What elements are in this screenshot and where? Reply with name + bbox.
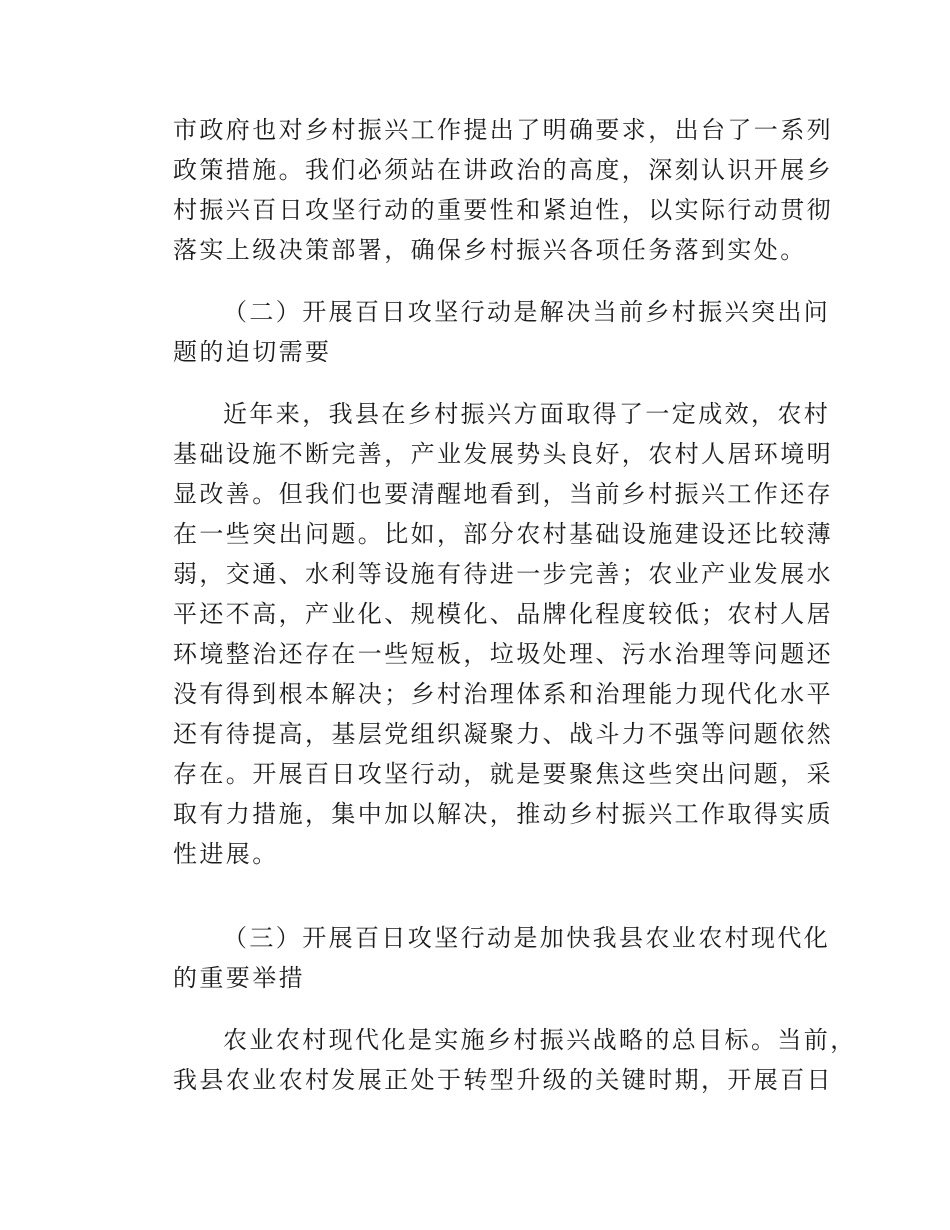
- paragraph-intro: [173, 110, 833, 270]
- text-line: 弱，交通、水利等设施有待进一步完善；农业产业发展水: [173, 560, 833, 588]
- text-line: 村振兴百日攻坚行动的重要性和紧迫性，以实际行动贯彻: [173, 196, 833, 224]
- text-line: 显改善。但我们也要清醒地看到，当前乡村振兴工作还存: [173, 480, 833, 508]
- text-line: 还有待提高，基层党组织凝聚力、战斗力不强等问题依然: [173, 720, 833, 748]
- text-line: 存在。开展百日攻坚行动，就是要聚焦这些突出问题，采: [173, 760, 833, 788]
- text-line: 环境整治还存在一些短板，垃圾处理、污水治理等问题还: [173, 640, 833, 668]
- heading-line: 题的迫切需要: [173, 338, 332, 366]
- text-line: 近年来，我县在乡村振兴方面取得了一定成效，农村: [223, 400, 831, 428]
- text-line: 市政府也对乡村振兴工作提出了明确要求，出台了一系列: [173, 116, 833, 144]
- text-line: 我县农业农村发展正处于转型升级的关键时期，开展百日: [173, 1066, 833, 1094]
- heading-line: 的重要举措: [173, 964, 305, 992]
- heading-line: （二）开展百日攻坚行动是解决当前乡村振兴突出问: [223, 298, 831, 326]
- text-line: 没有得到根本解决；乡村治理体系和治理能力现代化水平: [173, 680, 833, 708]
- text-line: 平还不高，产业化、规模化、品牌化程度较低；农村人居: [173, 600, 833, 628]
- section-heading-2: [173, 292, 831, 372]
- paragraph-problems: [173, 394, 833, 874]
- text-line: 农业农村现代化是实施乡村振兴战略的总目标。当前，: [223, 1026, 857, 1054]
- section-heading-3: [173, 918, 831, 998]
- text-line: 在一些突出问题。比如，部分农村基础设施建设还比较薄: [173, 520, 833, 548]
- paragraph-modernization: [173, 1020, 857, 1100]
- text-line: 政策措施。我们必须站在讲政治的高度，深刻认识开展乡: [173, 156, 833, 184]
- text-line: 落实上级决策部署，确保乡村振兴各项任务落到实处。: [173, 236, 807, 264]
- text-line: 基础设施不断完善，产业发展势头良好，农村人居环境明: [173, 440, 833, 468]
- heading-line: （三）开展百日攻坚行动是加快我县农业农村现代化: [223, 924, 831, 952]
- text-line: 性进展。: [173, 840, 279, 868]
- text-line: 取有力措施，集中加以解决，推动乡村振兴工作取得实质: [173, 800, 833, 828]
